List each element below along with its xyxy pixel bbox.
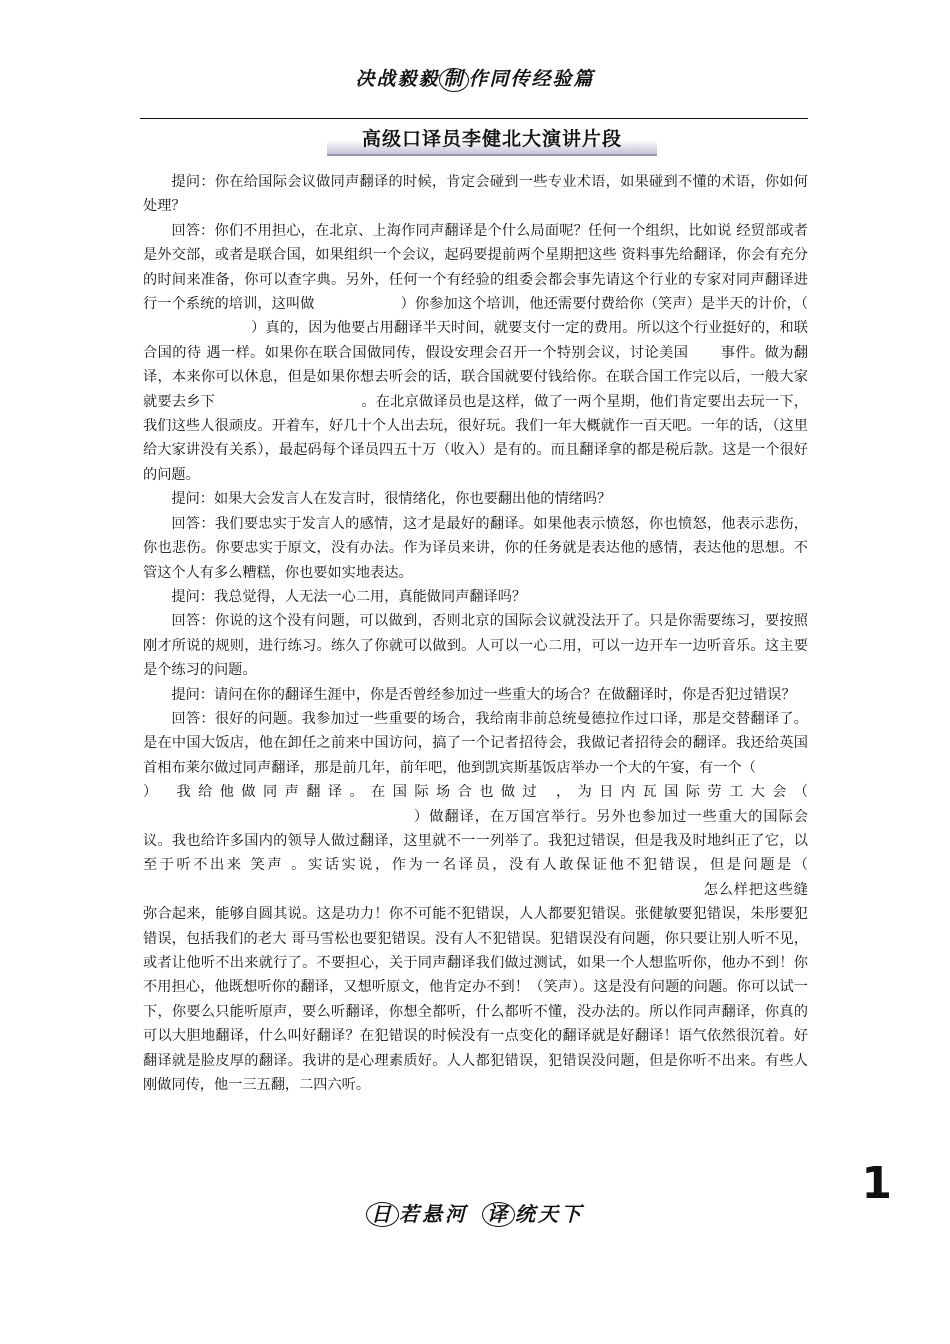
footer-text-2: 统天下 [515, 1202, 584, 1226]
running-header [0, 64, 950, 92]
paragraph-answer-4: 回答：很好的问题。我参加过一些重要的场合，我给南非前总统曼德拉作过口译，那是交替翻译了。是在中国大饭店，他在卸任之前来中国访问，搞了一个记者招待会，我做记者招待会的翻译。我还给英国首相布莱尔做过同声翻译，那是前几年，前年吧，他到凯宾斯基饭店举办一个大的午宴，有一个（） 我给他做同声翻译。在国际场合也做过 ，为日内瓦国际劳工大会（）做翻译，在万国宫举行。另外也参加过一些重大的国际会议。我也给许多国内的领导人做过翻译，这里就不一一列举了。我犯过错误，但是我及时地纠正了它，以至于听不出来 笑声 。实话实说，作为一名译员，没有人敢保证他不犯错误，但是问题是（怎么样把这些缝弥合起来，能够自圆其说。这是功力！你不可能不犯错误，人人都要犯错误。张健敏要犯错误，朱彤要犯错误，包括我们的老大 哥马雪松也要犯错误。没有人不犯错误。犯错误没有问题，你只要让别人听不见，或者让他听不出来就行了。不要担心，关于同声翻译我们做过测试，如果一个人想监听你，他办不到！你不用担心，他既想听你的翻译，又想听原文，他肯定办不到！（笑声）。这是没有问题的问题。你可以试一下，你要么只能听原声，要么听翻译，你想全都听，什么都听不懂，没办法的。所以作同声翻译，你真的可以大胆地翻译，什么叫好翻译？在犯错误的时候没有一点变化的翻译就是好翻译！语气依然很沉着。好翻译就是脸皮厚的翻译。我讲的是心理素质好。人人都犯错误，犯错误没问题，但是你听不出来。有些人刚做同传，他一三五翻，二四六听。 [143, 710, 808, 1094]
paragraph-answer-2: 回答：我们要忠实于发言人的感情，这才是最好的翻译。如果他表示愤怒，你也愤怒，他表示悲伤，你也悲伤。你要忠实于原文，没有办法。作为译员来讲，你的任务就是表达他的感情，表达他的思想。不管这个人有多么糟糕，你也要如实地表达。 [143, 515, 808, 581]
paragraph-answer-3: 回答：你说的这个没有问题，可以做到，否则北京的国际会议就没法开了。只是你需要练习，要按照刚才所说的规则，进行练习。练久了你就可以做到。人可以一心二用，可以一边开车一边听音乐。这主要是个练习的问题。 [143, 613, 808, 679]
footer-slogan [0, 1198, 950, 1227]
running-header-text-2: 作同传经验篇 [468, 68, 595, 90]
header-rule [140, 118, 808, 119]
running-header-text-1: 决战毅毅 [355, 68, 440, 90]
body-text [143, 170, 808, 1097]
document-title: 高级口译员李健北大演讲片段 [327, 124, 657, 156]
paragraph-answer-1: 回答：你们不用担心，在北京、上海作同声翻译是个什么局面呢？任何一个组织，比如说 经贸部或者是外交部，或者是联合国，如果组织一个会议，起码要提前两个星期把这些 资料事先给翻译，你会有充分的时间来准备，你可以查字典。另外，任何一个有经验的组委会都会事先请这个行业的专家对同声翻译进行一个系统的培训，这叫做 ）你参加这个培训，他还需要付费给你（笑声）是半天的计价，（）真的，因为他要占用翻译半天时间，就要支付一定的费用。所以这个行业挺好的，和联合国的待 遇一样。如果你在联合国做同传，假设安理会召开一个特别会议，讨论美国 事件。做为翻译，本来你可以休息，但是如果你想去听会的话，联合国就要付钱给你。在联合国工作完以后，一般大家就要去乡下 。在北京做译员也是这样，做了一两个星期，他们肯定要出去玩一下，我们这些人很顽皮。开着车，好几十个人出去玩，很好玩。我们一年大概就作一百天吧。一年的话，（这里给大家讲没有关系），最起码每个译员四五十万（收入）是有的。而且翻译拿的都是税后款。这是一个很好的问题。 [143, 222, 808, 483]
circled-character: 译 [482, 1202, 515, 1227]
page-number: 1 [861, 1158, 892, 1209]
circled-character: 日 [366, 1202, 399, 1227]
footer-text-1: 若悬河 [399, 1202, 468, 1226]
circled-character: 制 [439, 68, 468, 92]
paragraph-question-1: 提问：你在给国际会议做同声翻译的时候，肯定会碰到一些专业术语，如果碰到不懂的术语，你如何处理？ [143, 174, 808, 215]
paragraph-question-3: 提问：我总觉得，人无法一心二用，真能做同声翻译吗？ [171, 588, 527, 605]
paragraph-question-2: 提问：如果大会发言人在发言时，很情绪化，你也要翻出他的情绪吗？ [171, 491, 612, 508]
paragraph-question-4: 提问：请问在你的翻译生涯中，你是否曾经参加过一些重大的场合？在做翻译时，你是否犯过错误？ [171, 686, 796, 703]
